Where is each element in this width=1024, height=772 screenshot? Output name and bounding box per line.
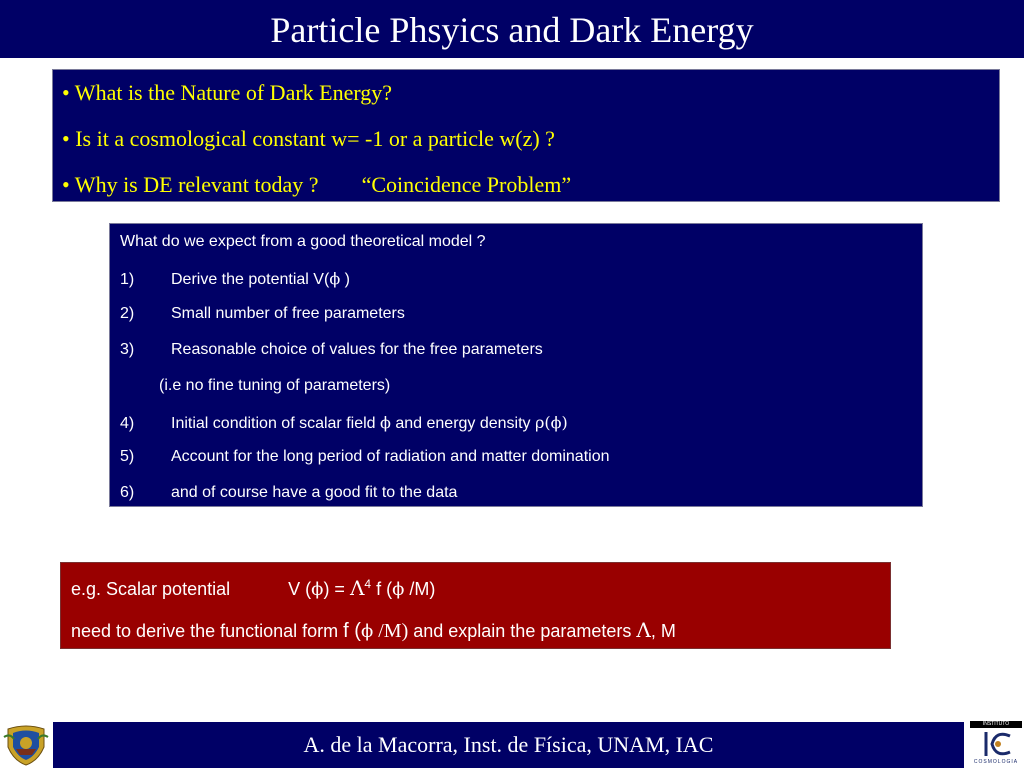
iac-emblem-icon [970,728,1022,758]
phi-symbol: ϕ [360,621,374,642]
model-item-number: 5) [120,448,135,465]
model-item-3-note: (i.e no fine tuning of parameters) [159,377,391,394]
power-exponent: 4 [364,577,372,591]
unam-crest-icon [2,723,50,767]
unam-logo [2,723,50,767]
model-item-4 [120,413,568,433]
potential-formula [288,576,436,600]
model-item-1 [120,269,350,289]
question-relevance-text: • Why is DE relevant today ? [62,172,319,197]
formula-part: /M) [404,579,436,599]
model-item-text: Derive the potential V( [171,271,330,288]
model-item-text: Reasonable choice of values for the free parameters [171,341,543,358]
model-item-3 [120,341,543,359]
example-text: need to derive the functional form [71,621,344,641]
model-item-tail: ) [340,271,350,288]
question-constant: • Is it a cosmological constant w= -1 or a particle w(z) ? [62,126,555,151]
iac-logo-top-text: INSTITUTO AVANZADO DE [970,721,1022,728]
question-nature: • What is the Nature of Dark Energy? [62,80,393,105]
questions-box [52,69,1000,202]
model-item-2 [120,305,405,323]
iac-logo-mark-area [970,728,1022,758]
functional-form-rest: /M) [373,620,409,642]
phi-symbol: ϕ [329,269,341,288]
example-line-1 [71,576,435,600]
model-item-6 [120,484,457,502]
phi-symbol: ϕ [392,579,405,600]
phi-symbol: ϕ [311,579,324,600]
model-item-text: Account for the long period of radiation and matter domination [171,448,610,465]
rho-phi-symbol: ρ(ϕ) [535,413,568,432]
model-item-5 [120,448,610,466]
footer-author: A. de la Macorra, Inst. de Física, UNAM, IAC [53,722,964,768]
functional-form-f: f ( [343,620,361,642]
lambda-symbol: Λ [349,576,365,600]
formula-part: V ( [288,579,312,599]
example-box [60,562,891,649]
model-item-text: Initial condition of scalar field [171,415,380,432]
model-item-number: 4) [120,415,135,432]
iac-logo [970,721,1022,767]
example-line-2 [71,618,676,643]
example-tail: and explain the parameters [408,621,637,641]
formula-part: ) = [323,579,350,599]
model-item-number: 6) [120,484,135,501]
model-item-number: 2) [120,305,135,322]
question-relevance [62,172,571,198]
model-item-tail: and energy density [390,415,535,432]
iac-logo-bottom-text: COSMOLOGIA [973,759,1019,765]
iac-logo-mark-text [970,728,972,729]
formula-part: f ( [371,579,393,599]
phi-symbol: ϕ [380,413,391,432]
model-item-text: and of course have a good fit to the data [171,484,458,501]
theoretical-model-box [109,223,923,507]
slide-title: Particle Phsyics and Dark Energy [0,0,1024,58]
model-item-text: Small number of free parameters [171,305,405,322]
model-item-number: 3) [120,341,135,358]
example-params: , M [650,621,676,641]
model-item-number: 1) [120,271,135,288]
model-heading: What do we expect from a good theoretical model ? [120,233,486,250]
lambda-symbol: Λ [636,618,651,642]
coincidence-problem-text: “Coincidence Problem” [361,172,572,197]
example-prefix: e.g. Scalar potential [71,579,231,599]
